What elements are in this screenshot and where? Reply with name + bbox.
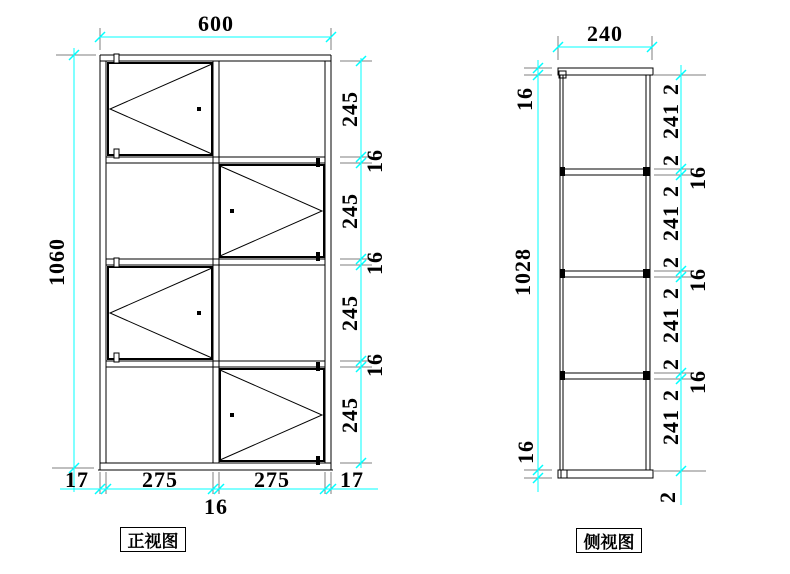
- door-swing-lines: [110, 64, 322, 460]
- side-dim-seg-8: 16: [685, 268, 710, 292]
- side-dim-seg-1: 2: [658, 83, 683, 95]
- front-dim-compartment-2: 245: [337, 193, 362, 229]
- side-dim-seg-13: 2: [658, 389, 683, 401]
- side-view-title-text: 侧视图: [583, 533, 635, 552]
- front-dim-bottom-right-17: 17: [340, 467, 364, 492]
- side-dim-bottom-panel: 16: [513, 440, 538, 464]
- side-dim-seg-2: 241: [658, 103, 683, 139]
- front-dim-compartment-3: 245: [337, 295, 362, 331]
- side-dim-depth: 240: [587, 21, 623, 46]
- front-dim-overall-width: 600: [198, 11, 234, 36]
- side-dim-seg-5: 2: [658, 185, 683, 197]
- side-dim-seg-7: 2: [658, 256, 683, 268]
- side-dim-seg-11: 2: [658, 358, 683, 370]
- front-dim-bottom-275-right: 275: [254, 467, 290, 492]
- door-knob-dots: [197, 107, 234, 417]
- front-dim-shelf-3: 16: [362, 353, 387, 377]
- side-dim-inner-height: 1028: [510, 248, 535, 296]
- front-view-title: [120, 527, 186, 552]
- side-view-shelf-caps: [560, 167, 650, 380]
- side-dim-seg-10: 241: [658, 307, 683, 343]
- front-dim-overall-height: 1060: [44, 238, 69, 286]
- front-view-title-text: 正视图: [127, 532, 179, 551]
- front-dim-compartment-1: 245: [337, 91, 362, 127]
- side-dim-seg-6: 241: [658, 205, 683, 241]
- front-dim-bottom-275-left: 275: [142, 467, 178, 492]
- side-dim-seg-3: 2: [658, 154, 683, 166]
- front-dim-shelf-1: 16: [362, 149, 387, 173]
- side-dim-seg-9: 2: [658, 287, 683, 299]
- side-dim-seg-12: 16: [685, 370, 710, 394]
- side-view-structure: [558, 68, 653, 478]
- front-dim-bottom-left-17: 17: [65, 467, 89, 492]
- front-dim-compartment-4: 245: [337, 397, 362, 433]
- side-dim-seg-4: 16: [685, 166, 710, 190]
- front-dim-shelf-2: 16: [362, 251, 387, 275]
- side-dim-seg-14: 241: [658, 409, 683, 445]
- front-view-structure: [98, 55, 333, 470]
- side-dim-seg-15: 2: [655, 491, 680, 503]
- side-dim-top-panel: 16: [512, 87, 537, 111]
- front-dim-divider-width: 16: [204, 494, 228, 519]
- side-view-title: [576, 528, 642, 553]
